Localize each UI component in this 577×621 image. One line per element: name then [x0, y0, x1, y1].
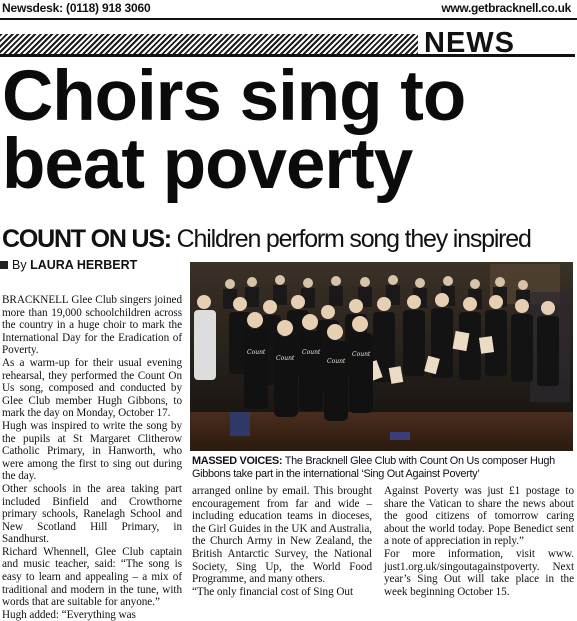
svg-text:Count: Count	[302, 349, 321, 356]
paragraph: Richard Whennell, Glee Club captain and music teacher, said: “The song is easy to learn and appealing – a mix of traditional and modern in the tune, with words that are suitable for anyone.”	[2, 545, 182, 609]
newsdesk-phone: Newsdesk: (0118) 918 3060	[2, 1, 151, 15]
subhead-text: Children perform song they inspired	[170, 225, 531, 253]
section-label: NEWS	[424, 27, 515, 59]
section-hatch-band	[0, 34, 418, 54]
headline	[2, 57, 574, 204]
paragraph: Hugh added: “Everything was	[2, 608, 136, 621]
svg-text:Count: Count	[247, 349, 266, 356]
article-column-1	[2, 294, 182, 621]
paragraph: As a warm-up for their usual evening rehearsal, they performed the Count On Us song, composed and conducted by Glee Club member Hugh Gibbons, to mark the day on Monday, October 17.	[2, 356, 182, 420]
paragraph: Against Poverty was just £1 postage to share the Vatican to share the news about the good citizens of tomorrow caring about the world today. Pope Benedict sent a note of appreciation in reply.”	[384, 485, 574, 548]
paragraph: Hugh was inspired to write the song by the pupils at St Margaret Clitherow Catholic Primary, in Hanworth, who were among the first to sing out during the day.	[2, 419, 182, 483]
choir-photo-illustration	[190, 262, 573, 451]
subhead-kicker: COUNT ON US:	[2, 225, 171, 253]
byline-author: LAURA HERBERT	[30, 258, 138, 272]
byline	[0, 258, 137, 272]
header-rule	[0, 18, 577, 20]
headline-line-1: Choirs sing to	[2, 57, 466, 136]
paragraph: BRACKNELL Glee Club singers joined more than 19,000 schoolchildren across the country in a huge choir to mark the International Day for the Eradication of Poverty.	[2, 294, 182, 357]
headline-line-2: beat poverty	[2, 125, 413, 204]
svg-text:Count: Count	[352, 351, 371, 358]
caption-label: MASSED VOICES:	[192, 455, 283, 467]
paragraph: Other schools in the area taking part included Binfield and Crowthorne primary schools, Ranelagh School and New Scotland Hill Primary, in Sandhurst.	[2, 482, 182, 546]
page-header	[0, 0, 577, 20]
website-url: www.getbracknell.co.uk	[441, 1, 571, 15]
svg-text:Count: Count	[327, 358, 346, 365]
photo-caption	[192, 455, 575, 481]
article-column-2	[192, 485, 372, 598]
subheadline	[2, 225, 531, 253]
choir-photo	[190, 262, 573, 451]
svg-text:Count: Count	[276, 355, 295, 362]
paragraph: For more information, visit www. just1.org.uk/singoutagainstpoverty. Next year’s Sing Out will take place in the week beginning October 15.	[384, 547, 574, 598]
paragraph: “The only financial cost of Sing Out	[192, 585, 354, 598]
byline-square-icon	[0, 261, 8, 269]
caption-text: The Bracknell Glee Club with Count On Us composer Hugh Gibbons take part in the international ‘Sing Out Against Poverty’	[192, 455, 555, 480]
byline-prefix: By	[12, 258, 31, 272]
article-column-3	[384, 485, 574, 598]
paragraph: arranged online by email. This brought encouragement from far and wide – including education teams in dioceses, the Girl Guides in the UK and Australia, the Church Army in New Zealand, the British Antarctic Survey, the National Society, Sing Up, the World Food Programme, and many others.	[192, 485, 372, 586]
